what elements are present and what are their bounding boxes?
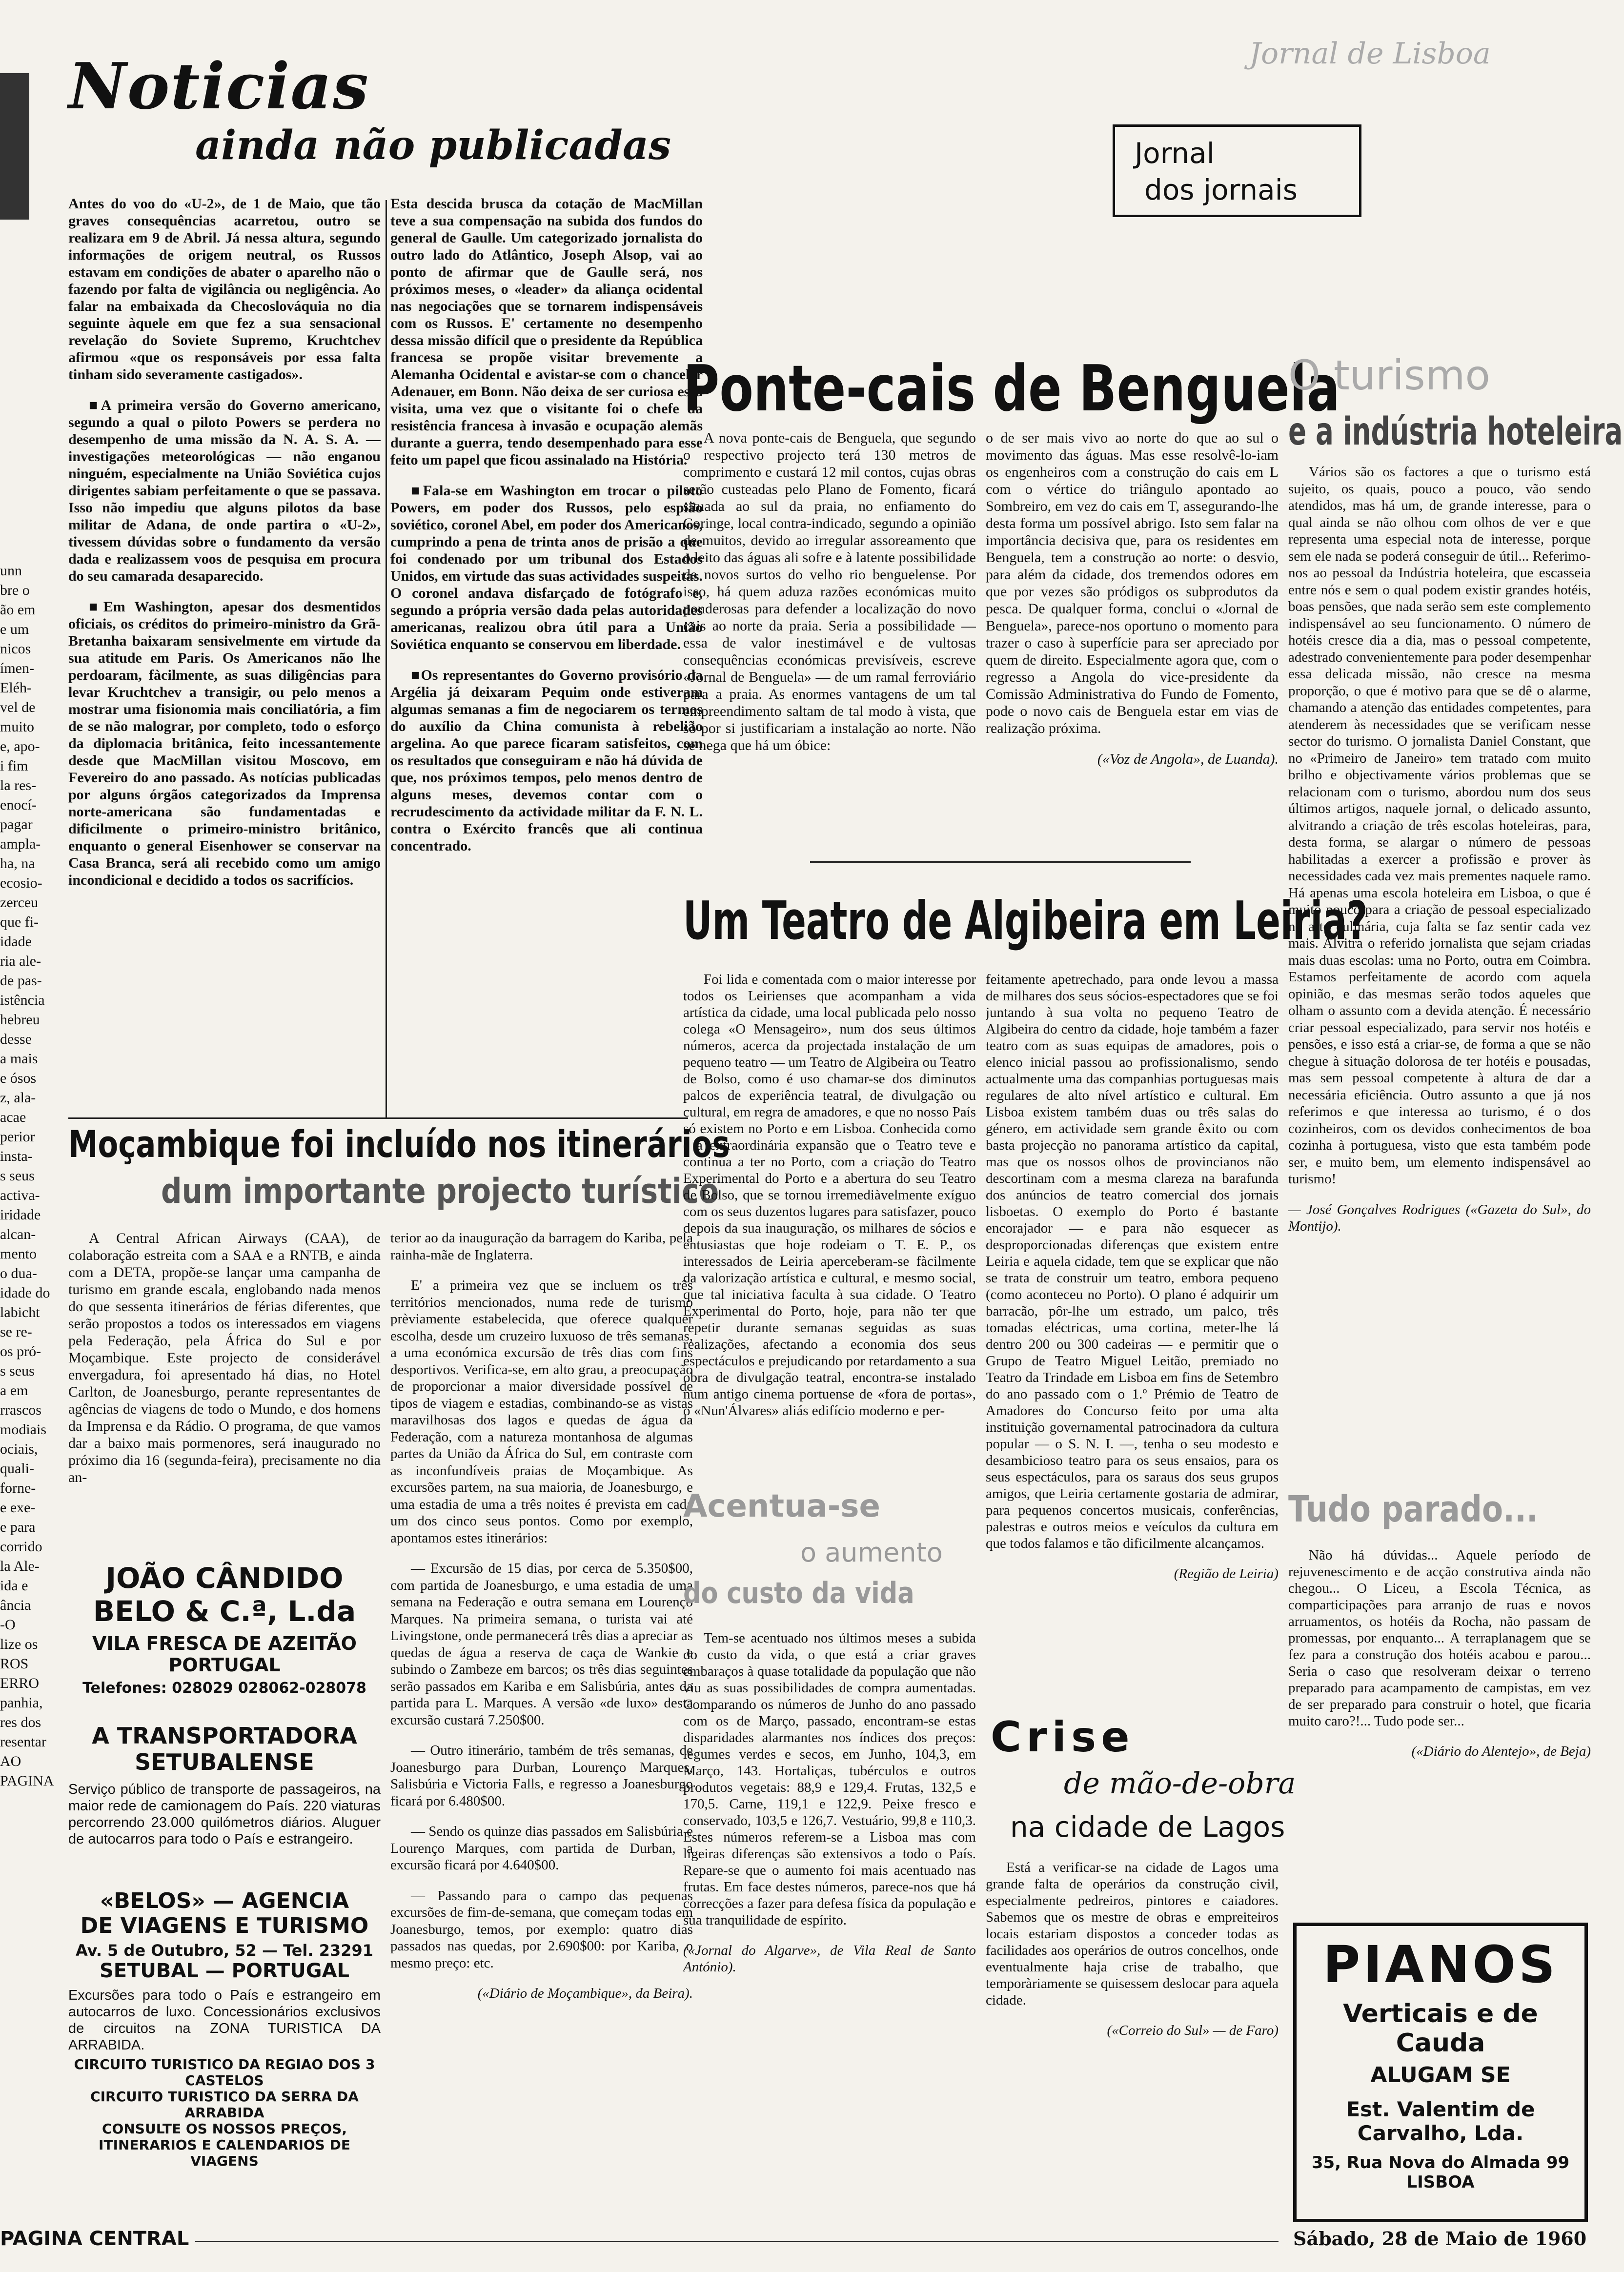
box-line-2: dos jornais — [1144, 173, 1298, 206]
mocambique-subheadline: dum importante projecto turístico — [161, 1171, 719, 1211]
footer-date: Sábado, 28 de Maio de 1960 — [1293, 2228, 1587, 2250]
margin-fragment-line: unn — [0, 563, 22, 579]
ad-pianos-line4: Est. Valentim de Carvalho, Lda. — [1346, 2097, 1535, 2145]
noticias-column-2 — [390, 195, 703, 1113]
benguela-headline: Ponte-cais de Benguela — [683, 351, 1340, 426]
margin-fragment-line: ida e — [0, 1578, 28, 1594]
margin-fragment-line: perior — [0, 1129, 35, 1145]
ad-pianos-line1: PIANOS — [1323, 1935, 1558, 1994]
ad-pianos-line6: LISBOA — [1406, 2172, 1475, 2192]
custo-column — [683, 1630, 976, 2220]
margin-fragment-line: Eléh- — [0, 680, 32, 696]
mocambique-paragraph: A Central African Airways (CAA), de colaboração estreita com a SAA e a RNTB, e ainda com a DETA, propõe-se lançar uma campanha de turismo em grande escala, englobando nada menos do que sessenta itinerários de férias diferentes, que serão propostos a todos os interessados em viagens pela Federação, pela África do Sul e por Moçambique. Este projecto de considerável envergadura, foi apresentado há dias, no Hotel Carlton, de Joanesburgo, perante representantes de agências de viagens de todo o Mundo, e dos homens da Imprensa e da Rádio. O programa, de que vamos dar a baixo mais pormenores, será inaugurado no próximo dia 16 (segunda-feira), precisamente no dia an- — [68, 1230, 381, 1485]
margin-fragment-line: ecosio- — [0, 875, 42, 891]
benguela-paragraph: A nova ponte-cais de Benguela, que segundo o respectivo projecto terá 130 metros de comprimento e custará 12 mil contos, cujas obras serão custeadas pelo Plano de Fomento, ficará situada ao sul da praia, no enfiamento do Coringe, local contra-indicado, segundo a opinião de muitos, devido ao irregular assoreamento que o leito das águas ali sofre e à latente possibilidade de novos surtos do velho rio benguelense. Por isso, há quem aduza razões económicas muito ponderosas para defender a localização do novo cais ao norte da praia. Seria a possibilidade — essa de valor inestimável e de vultosas consequências económicas previsíveis, escreve «Jornal de Benguela» — de um ramal ferroviário para a praia. As enormes vantagens de um tal empreendimento saltam de tal modo à vista, que só por si justificariam a instalação ao norte. Não se nega que há um óbice: — [683, 430, 976, 753]
ad-joao-line5: Telefones: 028029 028062-028078 — [82, 1680, 366, 1697]
benguela-column-2 — [986, 429, 1279, 844]
margin-fragment-line: s seus — [0, 1363, 35, 1379]
benguela-source: («Voz de Angola», de Luanda). — [1097, 751, 1279, 767]
parado-column — [1288, 1547, 1591, 1918]
turismo-headline-2: e a indústria hoteleira — [1288, 410, 1623, 454]
ad-pianos — [1293, 1923, 1588, 2222]
benguela-paragraph: o de ser mais vivo ao norte do que ao sul o movimento das águas. Mas esse resolvê-lo-iam os engenheiros com a construção do cais em L com o vértice do triângulo apontado ao Sombreiro, em vez do cais em T, assegurando-lhe desta forma um possível abrigo. Isto sem falar na importância decisiva que, para os residentes em Benguela, tem a construção ao norte: o desvio, para além da cidade, dos tremendos odores em que por vezes são pródigos os subprodutos da pesca. De qualquer forma, conclui o «Jornal de Benguela», parece-nos oportuno o momento para trazer o caso à superfície para ser apreciado por quem de direito. Especialmente agora que, com o regresso a Angola do vice-presidente da Comissão Administrativa do Fundo de Fomento, pode o novo cais de Benguela estar em vias de realização próxima. — [986, 430, 1279, 736]
left-margin-fragments — [0, 73, 59, 2220]
margin-fragment-line: que fi- — [0, 914, 39, 930]
margin-fragment-line: e um — [0, 621, 29, 637]
margin-fragment-line: a mais — [0, 1051, 38, 1067]
ad-joao-line4: PORTUGAL — [168, 1654, 281, 1676]
margin-fragment-line: resentar — [0, 1734, 46, 1750]
ad-belos-line2: DE VIAGENS E TURISMO — [80, 1913, 369, 1938]
crise-headline-3: na cidade de Lagos — [1010, 1810, 1285, 1844]
mocambique-paragraph: — Passando para o campo das pequenas excursões de fim-de-semana, que começam todas em Joanesburgo, temos, por exemplo: quatro dias passados nas quedas, por 2.690$00: por Kariba, o mesmo preço: etc. — [390, 1887, 693, 1971]
jornal-dos-jornais-box — [1113, 124, 1361, 217]
margin-fragment-line: de pas- — [0, 973, 42, 989]
margin-fragment-line: activa- — [0, 1187, 40, 1203]
noticias-paragraph: Antes do voo do «U-2», de 1 de Maio, que tão graves consequências acarretou, outro se realizara em 9 de Abril. Já nessa altura, segundo informações de origem neutral, os Russos estavam em condições de abater o aparelho não o fazendo por falta de vigilância ou negligência. Ao falar na embaixada da Checoslováquia no dia seguinte àquele em que fez a sua sensacional revelação do Soviete Supremo, Kruchtchev afirmou «que os responsáveis por essa falta tinham sido severamente castigados». — [68, 196, 381, 383]
margin-fragment-line: a em — [0, 1382, 28, 1399]
margin-fragment-line: e para — [0, 1519, 36, 1535]
crise-paragraph: Está a verificar-se na cidade de Lagos uma grande falta de operários da construção civil, especialmente pedreiros, pintores e caiadores. Sabemos que os mestre de obras e empreiteiros locais estariam dispostos a conceder todas as facilidades aos operários de outros concelhos, onde eventualmente haja crise de trabalho, que temporàriamente se quisessem deslocar para aquela cidade. — [986, 1860, 1279, 2008]
teatro-headline: Um Teatro de Algibeira em Leiria? — [683, 891, 1368, 952]
margin-fragment-line: enocí- — [0, 797, 37, 813]
margin-fragment-line: insta- — [0, 1148, 33, 1164]
margin-fragment-line: z, ala- — [0, 1090, 36, 1106]
turismo-paragraph: Vários são os factores a que o turismo está sujeito, os quais, pouco a pouco, vão sendo atendidos, mas há um, de grande interesse, para o qual ainda se não olhou com olhos de ver e que representa uma especial nota de interesse, porque sem ele nada se poderá conseguir de útil... Referimo-nos ao pessoal da Indústria hoteleira, que escasseia entre nós e sem o qual podem existir grandes hotéis, boas pensões, que nada serão sem este complemento indispensável ao seu funcionamento. O número de hotéis cresce dia a dia, mas o pessoal competente, adestrado convenientemente para poder desempenhar essa delicada missão, não cresce na mesma proporção, o que é motivo para que se dê o alarme, chamando a atenção das entidades competentes, para atenderem às necessidades que se verificam nesse sector do turismo. O jornalista Daniel Constant, que no «Primeiro de Janeiro» tem tratado com muito brilho e objectivamente vários problemas que se relacionam com o turismo, abordou num dos seus últimos artigos, naquele jornal, o delicado assunto, alvitrando a criação de três escolas hoteleiras, para, desta forma, se alargar o número de pessoas habilitadas a exercer a profissão e prover às necessidades cada vez mais prementes naquele ramo. Há apenas uma escola hoteleira em Lisboa, o que é muito pouco para a criação de pessoal especializado na arte culinária, cuja falta se faz sentir cada vez mais. Alvitra o referido jornalista que sejam criadas mais duas escolas: uma no Porto, outra em Coimbra. Estamos perfeitamente de acordo com aquela opinião, e das mesmas serão todos aqueles que olham o assunto com a devida atenção. É necessário criar pessoal especializado, para servir nos hotéis e pensões, e isso está a criar-se, de forma a que se não chegue à situação dolorosa de ter hotéis e pousadas, mas sem pessoal competente à altura de dar a necessária eficiência. Outro assunto a que já nos referimos e que interessa ao turismo, é o dos cozinheiros, com os devidos conhecimentos de boa cozinha à portuguesa, visto que esta também pode ser, e muito bem, um elemento indispensável ao turismo! — [1288, 464, 1591, 1187]
margin-fragment-line: e exe- — [0, 1500, 36, 1516]
section-title: Noticias — [68, 49, 369, 123]
noticias-paragraph: ■ A primeira versão do Governo americano, segundo a qual o piloto Powers se perdera no desempenho de uma missão da N. A. S. A. — investigações meteorológicas — não enganou ninguém, especialmente na União Soviética cujos dirigentes sabiam perfeitamente o que se passava. Isso não impediu que alguns pilotos da base militar de Adana, de onde partira o «U-2», tivessem dúvidas sobre o fundamento da versão dada e realizassem voos de pesquisa em procura do seu camarada desaparecido. — [68, 397, 381, 585]
mocambique-paragraph: E' a primeira vez que se incluem os três territórios mencionados, numa rede de turismo prèviamente estabelecida, que oferece qualquer escolha, desde um cruzeiro luxuoso de três semanas, a uma económica excursão de três dias com fins desportivos. Verifica-se, em alto grau, a preocupação de proporcionar a maior diversidade possível de tipos de viagem e estadias, combinando-se as vistas maravilhosas dos lagos e quedas de água da Federação, com a natureza montanhosa de algumas partes da União da África do Sul, em contraste com as inconfundíveis praias de Moçambique. As excursões partem, na sua maioria, de Joanesburgo, e uma estadia de uma a três noites é prevista em cada um dos cinco seus pontos. Como por exemplo, apontamos estes itinerários: — [390, 1278, 693, 1546]
margin-photo — [0, 73, 29, 220]
section-rule — [68, 1117, 688, 1119]
margin-fragment-line: ROS — [0, 1656, 29, 1672]
margin-fragment-line: idade do — [0, 1285, 50, 1301]
margin-fragment-line: ria ale- — [0, 953, 41, 969]
mocambique-headline: Moçambique foi incluído nos itinerários — [68, 1122, 730, 1166]
margin-fragment-line: corrido — [0, 1539, 42, 1555]
ad-belos-line1: «BELOS» — AGENCIA — [100, 1888, 349, 1913]
margin-fragment-line: e ósos — [0, 1070, 37, 1086]
column-divider — [386, 200, 387, 1117]
margin-fragment-line: ão em — [0, 602, 36, 618]
margin-fragment-line: modiais — [0, 1421, 46, 1438]
margin-fragment-line: acae — [0, 1109, 26, 1125]
margin-fragment-line: nicos — [0, 641, 31, 657]
teatro-paragraph: Foi lida e comentada com o maior interesse por todos os Leirienses que acompanham a vida artística da cidade, uma local publicada pelo nosso colega «O Mensageiro», num dos seus últimos números, acerca da projectada instalação de um pequeno teatro — um Teatro de Algibeira ou Teatro de Bolso, como é uso chamar-se dos diminutos palcos de experiência teatral, de divulgação ou cultural, em regra de amadores, e que no nosso País só existem no Porto e em Lisboa. Conhecida como é a extraordinária expansão que o Teatro teve e continua a ter no Porto, com a criação do Teatro Experimental do Porto e a abertura do seu Teatro de Bolso, que se tornou irremediàvelmente exíguo com os seus duzentos lugares para satisfazer, pouco depois da sua inauguração, os milhares de sócios e entusiastas que hoje rodeiam o T. E. P., os interessados de Leiria aperceberam-se fàcilmente da valorização artística e cultural, e mesmo social, que tal iniciativa faculta à sua cidade. O Teatro Experimental do Porto, hoje, para não ter que repetir durante semanas seguidas as suas realizações, afectando a economia dos seus espectáculos e prejudicando por retardamento a sua obra de divulgação teatral, encontra-se instalado num antigo cinema portuense de «fora de portas», o «Nun'Álvares» aliás edifício moderno e per- — [683, 972, 976, 1419]
ad-pianos-line3: ALUGAM SE — [1370, 2063, 1511, 2088]
margin-fragment-line: ampla- — [0, 836, 41, 852]
margin-fragment-line: ERRO — [0, 1675, 40, 1691]
margin-fragment-line: forne- — [0, 1480, 36, 1496]
margin-fragment-line: iridade — [0, 1207, 41, 1223]
margin-fragment-line: os pró- — [0, 1343, 41, 1359]
ad-belos-line7: CONSULTE OS NOSSOS PREÇOS, ITINERARIOS E CALENDARIOS DE VIAGENS — [99, 2121, 350, 2169]
turismo-source: — José Gonçalves Rodrigues («Gazeta do Sul», do Montijo). — [1288, 1201, 1591, 1234]
noticias-paragraph: ■ Os representantes do Governo provisório da Argélia já deixaram Pequim onde estiveram algumas semanas a fim de negociarem os termos do auxílio da China comunista à rebelião argelina. Ao que parece ficaram satisfeitos, com os resultados que conseguiram e não há dúvida de que, nos próximos tempos, pelo menos dentro de alguns meses, devemos contar com o recrudescimento da actividade militar da F. N. L. contra o Exército francês que ali continua concentrado. — [390, 667, 703, 854]
teatro-source: (Região de Leiria) — [1174, 1566, 1279, 1582]
parado-headline: Tudo parado... — [1288, 1488, 1538, 1530]
section-subtitle: ainda não publicadas — [195, 122, 671, 169]
margin-fragment-line: la Ale- — [0, 1558, 40, 1574]
noticias-paragraph: ■ Em Washington, apesar dos desmentidos oficiais, os créditos do primeiro-ministro da Grã-Bretanha baixaram sensivelmente em virtude da sua atitude em Paris. Os Americanos não lhe perdoaram, fàcilmente, as suas diligências para levar Kruchtchev a transigir, ou pelo menos a mostrar uma fisionomia mais conciliatória, a fim de se não malograr, por completo, todo o esforço da diplomacia britânica, feito incessantemente desde que MacMillan visitou Moscovo, em Fevereiro do ano passado. As notícias publicadas por alguns órgãos categorizados da Imprensa norte-americana são fundamentadas e dificilmente o primeiro-ministro britânico, enquanto o general Eisenhower se conservar na Casa Branca, será ali recebido como um amigo incondicional e decidido a todos os sacrifícios. — [68, 598, 381, 889]
ad-joao-line1: JOÃO CÂNDIDO — [105, 1562, 344, 1595]
margin-fragment-line: hebreu — [0, 1012, 40, 1028]
margin-fragment-line: ância — [0, 1597, 31, 1613]
margin-fragment-line: s seus — [0, 1168, 35, 1184]
custo-source: («Jornal do Algarve», de Vila Real de Santo António). — [683, 1943, 976, 1975]
ad-belos-line5: CIRCUITO TURISTICO DA REGIAO DOS 3 CASTELOS — [74, 2056, 375, 2089]
ad-joao-line2: BELO & C.ª, L.da — [93, 1595, 356, 1628]
margin-fragment-line: rrascos — [0, 1402, 41, 1418]
custo-headline-2: o aumento — [800, 1537, 943, 1568]
ad-transp-body: Serviço público de transporte de passageiros, na maior rede de camionagem do País. 220 viaturas percorrendo 23.000 quilómetros diários. Aluguer de autocarros para todo o País e estrangeiro. — [68, 1782, 381, 1847]
margin-fragment-line: AO — [0, 1753, 21, 1769]
mocambique-column-2 — [390, 1230, 693, 2211]
margin-fragment-line: zerceu — [0, 894, 39, 911]
crise-source: («Correio do Sul» — de Faro) — [1107, 2023, 1279, 2038]
margin-fragment-line: muito — [0, 719, 35, 735]
box-line-1: Jornal — [1135, 137, 1215, 170]
custo-paragraph: Tem-se acentuado nos últimos meses a subida do custo da vida, o que está a criar graves embaraços à quase totalidade da população que não viu as suas possibilidades de compra aumentadas. Comparando os números de Junho do ano passado com os de Março, passado, encontram-se estas disparidades alarmantes nos índices dos preços: legumes verdes e secos, em Junho, 104,3, em Março, 143. Hortaliças, tubérculos e outros produtos vegetais: 88,9 e 129,4. Frutas, 132,5 e 170,5. Carne, 119,1 e 122,9. Peixe fresco e conservado, 103,5 e 126,7. Vestuário, 99,8 e 110,3. Estes números referem-se a Lisboa mas com ligeiras diferenças são extensivos a todo o País. Repare-se que o aumento foi mais acentuado nas frutas. Em face destes números, parece-nos que há correcções a fazer para defesa física da população e sua tranquilidade de espírito. — [683, 1630, 976, 1928]
ad-belos — [68, 1888, 381, 2169]
margin-fragment-line: lize os — [0, 1636, 38, 1652]
custo-headline-3: do custo da vida — [683, 1576, 914, 1610]
margin-fragment-line: ha, na — [0, 855, 35, 872]
parado-source: («Diário do Alentejo», de Beja) — [1411, 1744, 1591, 1759]
teatro-column-2 — [986, 971, 1279, 1688]
ad-belos-line3: Av. 5 de Outubro, 52 — Tel. 23291 — [75, 1941, 374, 1960]
margin-fragment-line: mento — [0, 1246, 37, 1262]
margin-fragment-line: alcan- — [0, 1226, 36, 1242]
ad-transp-line2: SETUBALENSE — [135, 1749, 314, 1775]
mocambique-paragraph: — Excursão de 15 dias, por cerca de 5.350$00, com partida de Joanesburgo, e uma estadia de uma semana na Federação e outra semana em Lourenço Marques. Na primeira semana, o turista vai até Livingstone, onde permanecerá três dias a apreciar as quedas de água a reserva de caça de Wankie e subindo o Zambeze em barcos; os três dias seguintes serão passados em Kariba e em Salisbúria, antes da partida para L. Marques. A versão «de luxo» desta excursão custará 7.250$00. — [390, 1561, 693, 1728]
mocambique-paragraph: — Outro itinerário, também de três semanas, de Joanesburgo para Durban, Lourenço Marques, Salisbúria e Victoria Falls, e regresso a Joanesburgo ficará por 6.480$00. — [390, 1743, 693, 1809]
noticias-paragraph: ■ Fala-se em Washington em trocar o piloto Powers, em poder dos Russos, pelo espião soviético, coronel Abel, em poder dos Americanos, cumprindo a pena de trinta anos de prisão a que foi condenado por um tribunal dos Estados Unidos, em virtude das suas actividades suspeitas. O coronel andava disfarçado de fotógrafo e, segundo a própria versão dada pelas autoridades americanas, realizou obra útil para a União Soviética enquanto se conservou em liberdade. — [390, 482, 703, 653]
ad-belos-line4: SETUBAL — PORTUGAL — [99, 1960, 350, 1982]
mocambique-source: («Diário de Moçambique», da Beira). — [477, 1986, 693, 2001]
ad-pianos-line2: Verticais e de Cauda — [1343, 1999, 1538, 2058]
custo-headline-1: Acentua-se — [683, 1488, 880, 1524]
footer-rule-left — [195, 2241, 1279, 2242]
teatro-paragraph: feitamente apetrechado, para onde levou a massa de milhares dos seus sócios-espectadores que se foi juntando à sua volta no pequeno Teatro de Algibeira do centro da cidade, hoje também a fazer teatro com as suas equipas de amadores, pois o elenco inicial passou ao profissionalismo, sendo actualmente uma das companhias portuguesas mais regulares de alto nível artístico e cultural. Em Lisboa existem também duas ou três salas do género, em actividade sem grande êxito ou com basta projecção no panorama artístico da capital, mas que os nossos olhos de provincianos não descortinam com a mesma clareza na barafunda dos anúncios de teatro comercial dos jornais lisboetas. O exemplo do Porto é bastante encorajador — e para não esquecer as desproporcionadas diferenças que existem entre Leiria e aquela cidade, tem que se explicar que não se trata de construir um teatro, embora pequeno (como aconteceu no Porto). O plano é adquirir um barracão, pôr-lhe um estrado, um palco, três tomadas eléctricas, uma cortina, meter-lhe lá dentro 200 ou 300 cadeiras — e permitir que o Grupo de Teatro Miguel Leitão, premiado no Teatro da Trindade em Lisboa em fins de Setembro do ano passado com o 1.º Prémio de Teatro de Amadores do Concurso feito por uma alta instituição governamental patrocinadora da cultura popular — o S. N. I. —, tenha o seu modesto e desambicioso teatro para os seus ensaios, para os seus espectáculos, para os saraus dos seus grupos amigos, que Leiria certamente gostaria de admirar, para pequenos concertos musicais, conferências, palestras e outros meios e veículos da cultura em que todos falamos e tão dificilmente alcançamos. — [986, 972, 1279, 1551]
ad-pianos-line5: 35, Rua Nova do Almada 99 — [1311, 2153, 1570, 2172]
margin-fragment-line: se re- — [0, 1324, 32, 1340]
margin-fragment-line: pagar — [0, 816, 33, 832]
margin-fragment-line: la res- — [0, 777, 37, 793]
turismo-column — [1288, 464, 1591, 1479]
mocambique-column-1 — [68, 1230, 381, 1552]
benguela-rule — [810, 861, 1191, 863]
margin-lines — [0, 561, 59, 1791]
ad-joao-candido — [68, 1562, 381, 1697]
noticias-paragraph: Esta descida brusca da cotação de MacMillan teve a sua compensação na subida dos fundos do general de Gaulle. Um categorizado jornalista do outro lado do Atlântico, Joseph Alsop, vai ao ponto de afirmar que de Gaulle será, nos próximos meses, o «leader» da aliança ocidental nas negociações que se tornarem indispensáveis com os Russos. E' certamente no desempenho dessa missão difícil que o presidente da República francesa se propõe visitar brevemente a Alemanha Ocidental e avistar-se com o chanceler Adenauer, em Bonn. Não deixa de ser curiosa essa visita, uma vez que o visitante foi o chefe da resistência francesa à invasão e ocupação alemãs durante a guerra, tendo desempenhado para esse feito um papel que ficou assinalado na História. — [390, 196, 703, 468]
margin-fragment-line: PAGINA — [0, 1773, 54, 1789]
margin-fragment-line: ímen- — [0, 660, 34, 676]
parado-paragraph: Não há dúvidas... Aquele período de rejuvenescimento e de acção construtiva ainda não chegou... O Liceu, a Escola Técnica, as comparticipações para arranjo de ruas e novos arruamentos, os hotéis da Rocha, não passam de promessas, por enquanto... A terraplanagem que se fez para a construção dos hotéis acabou e parou... Seria o caso que resolveram deixar o terreno preparado para acampamento de campistas, em vez de ser preparado para construir o hotel, que ficaria muito caro?!... Tudo pode ser... — [1288, 1547, 1591, 1729]
page-label: PAGINA CENTRAL — [0, 2228, 189, 2250]
margin-fragment-line: desse — [0, 1031, 32, 1047]
mocambique-paragraph: terior ao da inauguração da barragem do Kariba, pela rainha-mãe de Inglaterra. — [390, 1230, 693, 1263]
teatro-column-1 — [683, 971, 976, 1479]
ad-belos-body: Excursões para todo o País e estrangeiro em autocarros de luxo. Concessionários exclusivos de circuitos na ZONA TURISTICA DA ARRABIDA. — [68, 1988, 381, 2053]
margin-fragment-line: ociais, — [0, 1441, 38, 1457]
margin-fragment-line: e, apo- — [0, 738, 40, 754]
crise-headline-2: de mão-de-obra — [1064, 1766, 1296, 1801]
margin-fragment-line: i fim — [0, 758, 28, 774]
ad-transp-line1: A TRANSPORTADORA — [92, 1723, 357, 1749]
benguela-column-1 — [683, 429, 976, 844]
ad-transportadora — [68, 1723, 381, 1847]
margin-fragment-line: idade — [0, 933, 32, 950]
crise-headline-1: Crise — [991, 1713, 1135, 1762]
crise-column — [986, 1859, 1279, 2211]
margin-fragment-line: bre o — [0, 582, 30, 598]
margin-fragment-line: quali- — [0, 1461, 34, 1477]
noticias-column-1 — [68, 195, 381, 1113]
turismo-headline-1: O turismo — [1288, 351, 1490, 399]
ad-belos-line6: CIRCUITO TURISTICO DA SERRA DA ARRABIDA — [90, 2089, 359, 2121]
ad-joao-line3: VILA FRESCA DE AZEITÃO — [92, 1633, 357, 1654]
margin-fragment-line: o dua- — [0, 1265, 37, 1281]
faded-header-text: Jornal de Lisboa — [1249, 37, 1491, 71]
margin-fragment-line: istência — [0, 992, 45, 1008]
mocambique-paragraph: — Sendo os quinze dias passados em Salisbúria e Lourenço Marques, com partida de Durban, a excursão ficará por 4.640$00. — [390, 1824, 693, 1873]
margin-fragment-line: labicht — [0, 1304, 40, 1320]
margin-fragment-line: panhia, — [0, 1695, 43, 1711]
margin-fragment-line: vel de — [0, 699, 36, 715]
margin-fragment-line: res dos — [0, 1714, 41, 1730]
margin-fragment-line: -O — [0, 1617, 16, 1633]
